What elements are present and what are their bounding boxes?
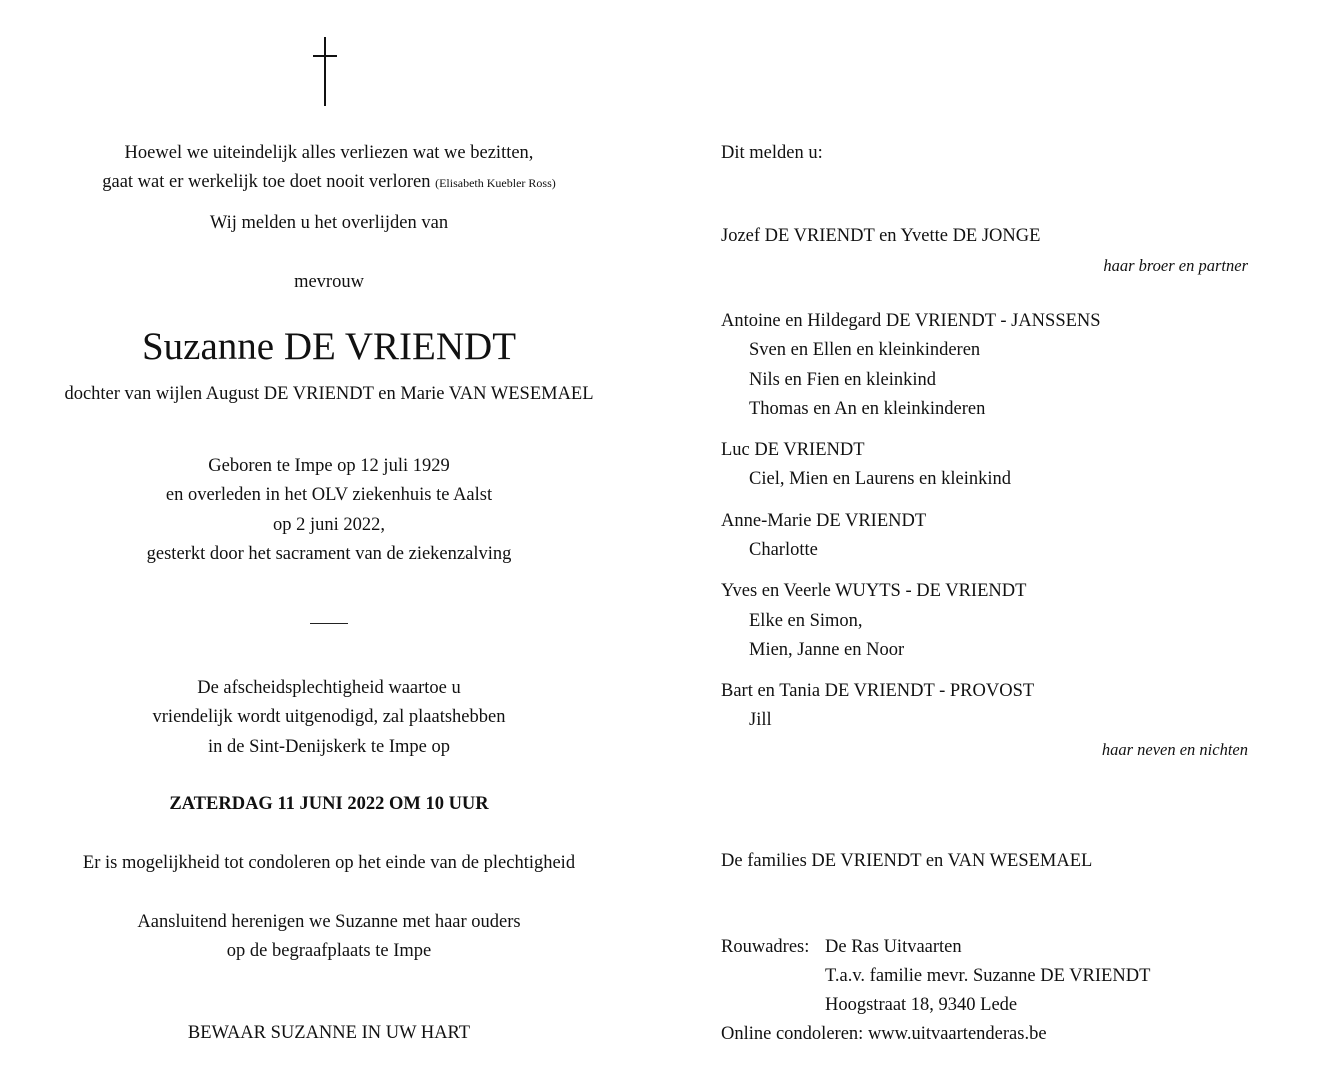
- divider-line: [310, 623, 348, 624]
- burial-line-1: Aansluitend herenigen we Suzanne met haar ouders: [137, 912, 521, 932]
- family-member: Elke en Simon,: [749, 611, 863, 631]
- family-member: Ciel, Mien en Laurens en kleinkind: [749, 469, 1012, 489]
- ceremony-line-2: vriendelijk wordt uitgenodigd, zal plaatshebben: [152, 707, 506, 727]
- family-name: Antoine en Hildegard DE VRIENDT - JANSSENS: [721, 311, 1101, 331]
- address-line-3: Hoogstraat 18, 9340 Lede: [825, 995, 1018, 1015]
- sacrament-line: gesterkt door het sacrament van de ziekenzalving: [146, 544, 512, 564]
- intro-text: Dit melden u:: [721, 143, 823, 163]
- quote-text: gaat wat er werkelijk toe doet nooit verloren: [102, 172, 431, 192]
- parents-line: dochter van wijlen August DE VRIENDT en Marie VAN WESEMAEL: [64, 384, 594, 404]
- quote-line-2: [0, 172, 658, 193]
- ceremony-line-1: De afscheidsplechtigheid waartoe u: [197, 678, 461, 698]
- brother-name: Jozef DE VRIENDT en Yvette DE JONGE: [721, 226, 1041, 246]
- family-member: Nils en Fien en kleinkind: [749, 370, 937, 390]
- condolence-line: Er is mogelijkheid tot condoleren op het einde van de plechtigheid: [82, 853, 576, 873]
- birth-line: Geboren te Impe op 12 juli 1929: [208, 456, 450, 476]
- cross-vertical: [324, 37, 326, 106]
- family-member: Sven en Ellen en kleinkinderen: [749, 340, 981, 360]
- ceremony-line-3: in de Sint-Denijskerk te Impe op: [208, 737, 450, 757]
- family-name: Bart en Tania DE VRIENDT - PROVOST: [721, 681, 1035, 701]
- family-name: Luc DE VRIENDT: [721, 440, 865, 460]
- quote-author: (Elisabeth Kuebler Ross): [435, 176, 556, 190]
- death-place-line: en overleden in het OLV ziekenhuis te Aalst: [165, 485, 493, 505]
- nephews-relation: haar neven en nichten: [1101, 740, 1248, 759]
- salutation: mevrouw: [294, 272, 364, 292]
- families-line: De families DE VRIENDT en VAN WESEMAEL: [721, 851, 1093, 871]
- family-name: Yves en Veerle WUYTS - DE VRIENDT: [721, 581, 1027, 601]
- cross-horizontal: [313, 55, 337, 57]
- online-condolence: [721, 1024, 1047, 1045]
- online-url[interactable]: www.uitvaartenderas.be: [867, 1024, 1047, 1044]
- family-member: Mien, Janne en Noor: [749, 640, 905, 660]
- brother-relation: haar broer en partner: [1103, 256, 1248, 275]
- family-member: Thomas en An en kleinkinderen: [749, 399, 986, 419]
- deceased-name: Suzanne DE VRIENDT: [141, 325, 517, 368]
- announce-text: Wij melden u het overlijden van: [209, 213, 449, 233]
- quote-line-1: Hoewel we uiteindelijk alles verliezen wat we bezitten,: [124, 143, 534, 163]
- address-label: Rouwadres:: [721, 937, 810, 957]
- ceremony-datetime: ZATERDAG 11 JUNI 2022 OM 10 UUR: [169, 794, 489, 814]
- family-name: Anne-Marie DE VRIENDT: [721, 511, 927, 531]
- address-line-2: T.a.v. familie mevr. Suzanne DE VRIENDT: [825, 966, 1151, 986]
- online-label: Online condoleren:: [721, 1024, 864, 1044]
- closing-line: BEWAAR SUZANNE IN UW HART: [187, 1023, 471, 1043]
- family-member: Jill: [749, 710, 772, 730]
- family-member: Charlotte: [749, 540, 818, 560]
- death-date-line: op 2 juni 2022,: [272, 515, 386, 535]
- burial-line-2: op de begraafplaats te Impe: [226, 941, 432, 961]
- address-line-1: De Ras Uitvaarten: [825, 937, 962, 957]
